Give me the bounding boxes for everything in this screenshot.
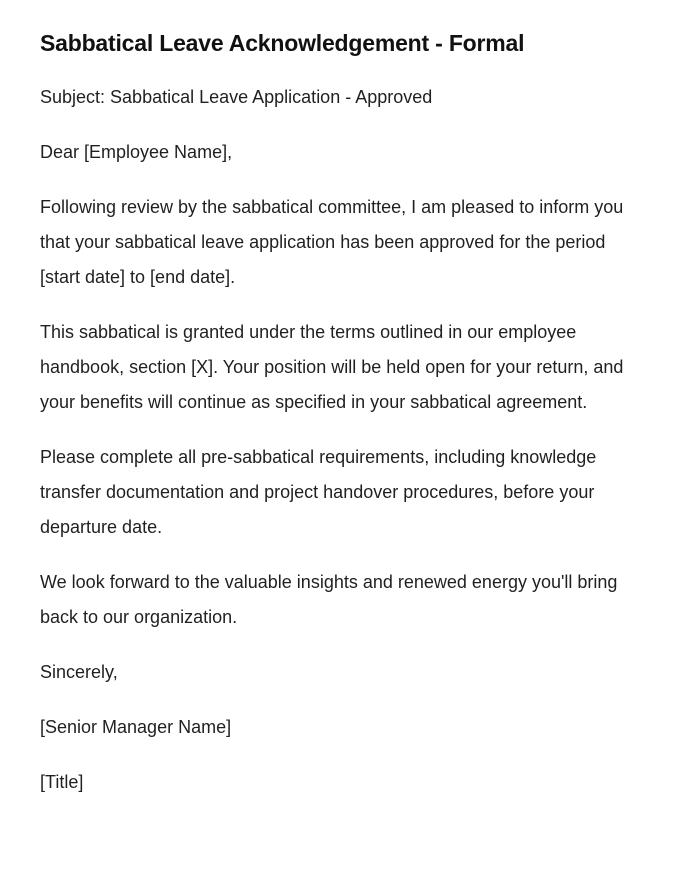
salutation: Dear [Employee Name],: [40, 141, 233, 162]
body-paragraph: Please complete all pre-sabbatical requirements, including knowledge transfer documentation and project handover procedures, before your departure date.: [40, 446, 597, 537]
closing: Sincerely,: [40, 661, 118, 682]
body-paragraph: We look forward to the valuable insights and renewed energy you'll bring back to our organization.: [40, 571, 618, 627]
body-paragraph: Following review by the sabbatical committee, I am pleased to inform you that your sabbatical leave application has been approved for the period [start date] to [end date].: [40, 196, 624, 287]
page-title: Sabbatical Leave Acknowledgement - Formal: [40, 30, 525, 56]
signature-title: [Title]: [40, 771, 84, 792]
subject-line: Subject: Sabbatical Leave Application - Approved: [40, 86, 433, 107]
signature-name: [Senior Manager Name]: [40, 716, 232, 737]
body-paragraph: This sabbatical is granted under the terms outlined in our employee handbook, section [X]. Your position will be held open for your return, and your benefits will continue as specified in your sabbatical agreement.: [40, 321, 624, 412]
